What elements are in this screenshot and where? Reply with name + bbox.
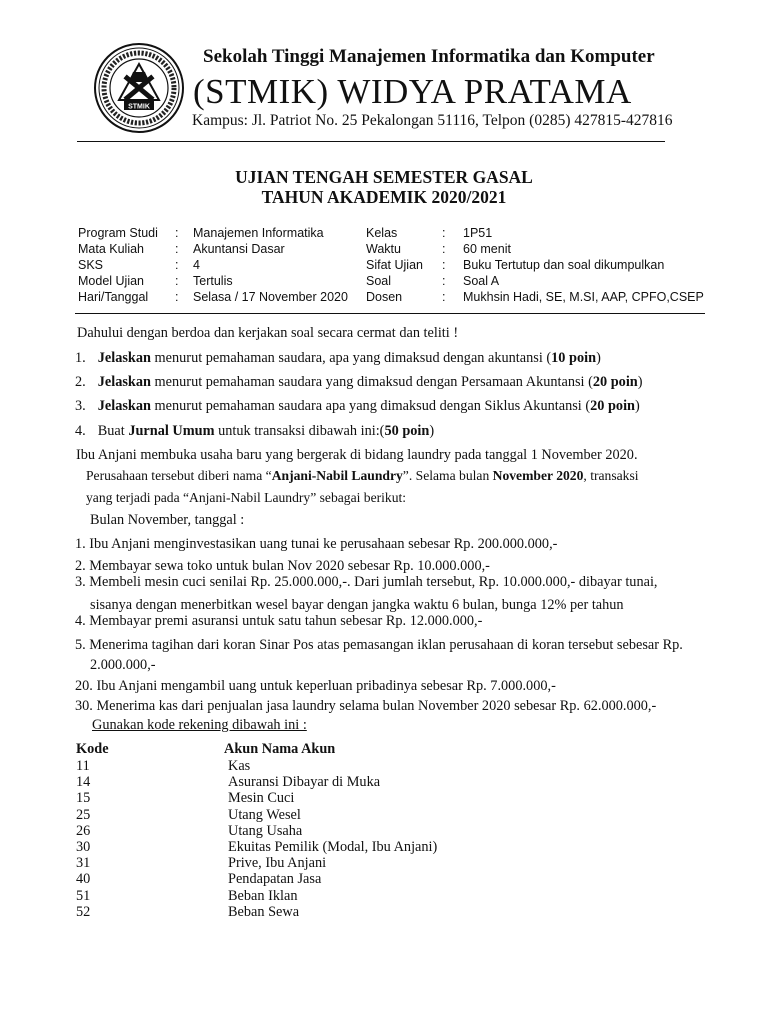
question-number: 1. [75,350,86,366]
question-keyword: Jelaskan [97,350,151,366]
account-name: Beban Sewa [228,903,300,920]
info-label: Sifat Ujian [366,258,423,272]
info-separator: : [175,290,179,304]
transaction-item: 5. Menerima tagihan dari koran Sinar Pos atas pemasangan iklan perusahaan di koran tersebut sebesar Rp. [75,637,683,653]
account-code: 40 [76,871,91,888]
exam-title: UJIAN TENGAH SEMESTER GASAL [235,167,533,187]
company-name: Anjani-Nabil Laundry [271,468,403,483]
info-value: Manajemen Informatika [193,226,324,240]
question-keyword: Jelaskan [97,398,151,414]
case-text: Perusahaan tersebut diberi nama “ [86,468,272,483]
account-code: 52 [76,903,91,920]
accounts-header-code: Kode [76,741,109,757]
case-text: ”. Selama bulan [402,468,493,483]
info-separator: : [442,290,446,304]
transaction-item: 1. Ibu Anjani menginvestasikan uang tunai ke perusahaan sebesar Rp. 200.000.000,- [75,536,558,552]
case-line-3: yang terjadi pada “Anjani-Nabil Laundry” sebagai berikut: [86,490,407,505]
question-1 [75,351,601,365]
info-separator: : [175,274,179,288]
info-value: Selasa / 17 November 2020 [193,290,348,304]
account-code: 15 [76,790,91,807]
account-name: Utang Wesel [228,806,301,823]
svg-text:STMIK: STMIK [128,103,150,111]
question-close: ) [429,423,435,439]
campus-address: Kampus: Jl. Patriot No. 25 Pekalongan 51116, Telpon (0285) 427815-427816 [192,112,673,129]
account-name: Mesin Cuci [228,790,295,807]
account-code: 31 [76,855,91,872]
account-name: Asuransi Dibayar di Muka [228,774,381,791]
info-separator: : [175,226,179,240]
case-period: November 2020 [492,468,584,483]
account-name: Prive, Ibu Anjani [228,855,327,872]
transaction-item-cont: 2.000.000,- [90,657,156,673]
info-value: Akuntansi Dasar [193,242,285,256]
academic-year: TAHUN AKADEMIK 2020/2021 [261,187,507,207]
question-close: ) [596,350,601,366]
info-label: Dosen [366,290,403,304]
transaction-item: 30. Menerima kas dari penjualan jasa laundry selama bulan November 2020 sebesar Rp. 62.000.000,- [75,698,657,714]
info-value: 4 [193,258,200,272]
info-label: Model Ujian [78,274,145,288]
question-4 [75,424,434,438]
account-name: Ekuitas Pemilik (Modal, Ibu Anjani) [228,839,438,855]
info-label: Program Studi [78,226,158,240]
info-separator: : [442,258,446,272]
info-label: SKS [78,258,104,272]
info-label: Mata Kuliah [78,242,145,256]
info-divider [75,313,705,314]
account-code: 26 [76,822,91,839]
question-text: untuk transaksi dibawah ini:( [214,423,385,439]
info-label: Kelas [366,226,398,240]
account-code: 14 [76,774,91,791]
account-name: Pendapatan Jasa [228,871,322,888]
school-logo [93,42,185,134]
case-text: , transaksi [583,468,639,483]
info-value: Soal A [463,274,500,288]
case-line-1: Ibu Anjani membuka usaha baru yang bergerak di bidang laundry pada tanggal 1 November 2020. [76,447,638,463]
account-name: Utang Usaha [228,822,303,839]
account-name: Kas [228,758,251,774]
question-points: 10 poin [551,350,597,366]
instruction-text: Dahului dengan berdoa dan kerjakan soal secara cermat dan teliti ! [77,325,459,341]
transaction-item: 2. Membayar sewa toko untuk bulan Nov 2020 sebesar Rp. 10.000.000,- [75,558,490,574]
question-text: menurut pemahaman saudara, apa yang dimaksud dengan akuntansi ( [150,350,552,366]
question-points: 50 poin [384,423,430,439]
school-name-heading: (STMIK) WIDYA PRATAMA [193,72,632,111]
info-separator: : [442,274,446,288]
question-close: ) [637,374,643,390]
question-3 [75,399,640,413]
question-2 [75,375,643,389]
question-number: 2. [75,374,86,390]
account-code: 25 [76,806,91,823]
transaction-item: 20. Ibu Anjani mengambil uang untuk keperluan pribadinya sebesar Rp. 7.000.000,- [75,678,556,694]
question-number: 3. [75,398,86,414]
info-value: Buku Tertutup dan soal dikumpulkan [463,258,665,272]
info-separator: : [175,242,179,256]
info-label: Soal [366,274,392,288]
question-points: 20 poin [592,374,638,390]
case-line-2 [86,469,639,483]
account-code: 11 [76,758,90,774]
question-points: 20 poin [590,398,636,414]
info-label: Hari/Tanggal [78,290,149,304]
info-separator: : [442,242,446,256]
info-value: 60 menit [463,242,511,256]
header-divider [77,141,665,142]
transaction-item: 4. Membayar premi asuransi untuk satu tahun sebesar Rp. 12.000.000,- [75,613,483,629]
accounts-intro: Gunakan kode rekening dibawah ini : [92,717,307,733]
question-number: 4. [75,423,86,439]
account-code: 30 [76,839,91,855]
account-name: Beban Iklan [228,887,298,904]
info-value: 1P51 [463,226,493,240]
case-line-4: Bulan November, tanggal : [90,512,245,528]
accounts-header-name: Akun Nama Akun [224,741,336,757]
question-text: menurut pemahaman saudara yang dimaksud dengan Persamaan Akuntansi ( [150,374,593,390]
info-separator: : [442,226,446,240]
info-value: Tertulis [193,274,233,288]
question-text: menurut pemahaman saudara apa yang dimaksud dengan Siklus Akuntansi ( [150,398,591,414]
school-full-name: Sekolah Tinggi Manajemen Informatika dan Komputer [203,46,655,67]
transaction-item: 3. Membeli mesin cuci senilai Rp. 25.000.000,-. Dari jumlah tersebut, Rp. 10.000.000,- dibayar tunai, [75,574,658,590]
question-pre: Buat [97,423,129,439]
info-separator: : [175,258,179,272]
account-code: 51 [76,887,91,904]
question-keyword: Jurnal Umum [128,423,215,439]
transaction-item-cont: sisanya dengan menerbitkan wesel bayar dengan jangka waktu 6 bulan, bunga 12% per tahun [90,597,624,613]
info-value: Mukhsin Hadi, SE, M.SI, AAP, CPFO,CSEP [463,290,704,304]
info-label: Waktu [366,242,401,256]
question-keyword: Jelaskan [97,374,151,390]
question-close: ) [635,398,640,414]
